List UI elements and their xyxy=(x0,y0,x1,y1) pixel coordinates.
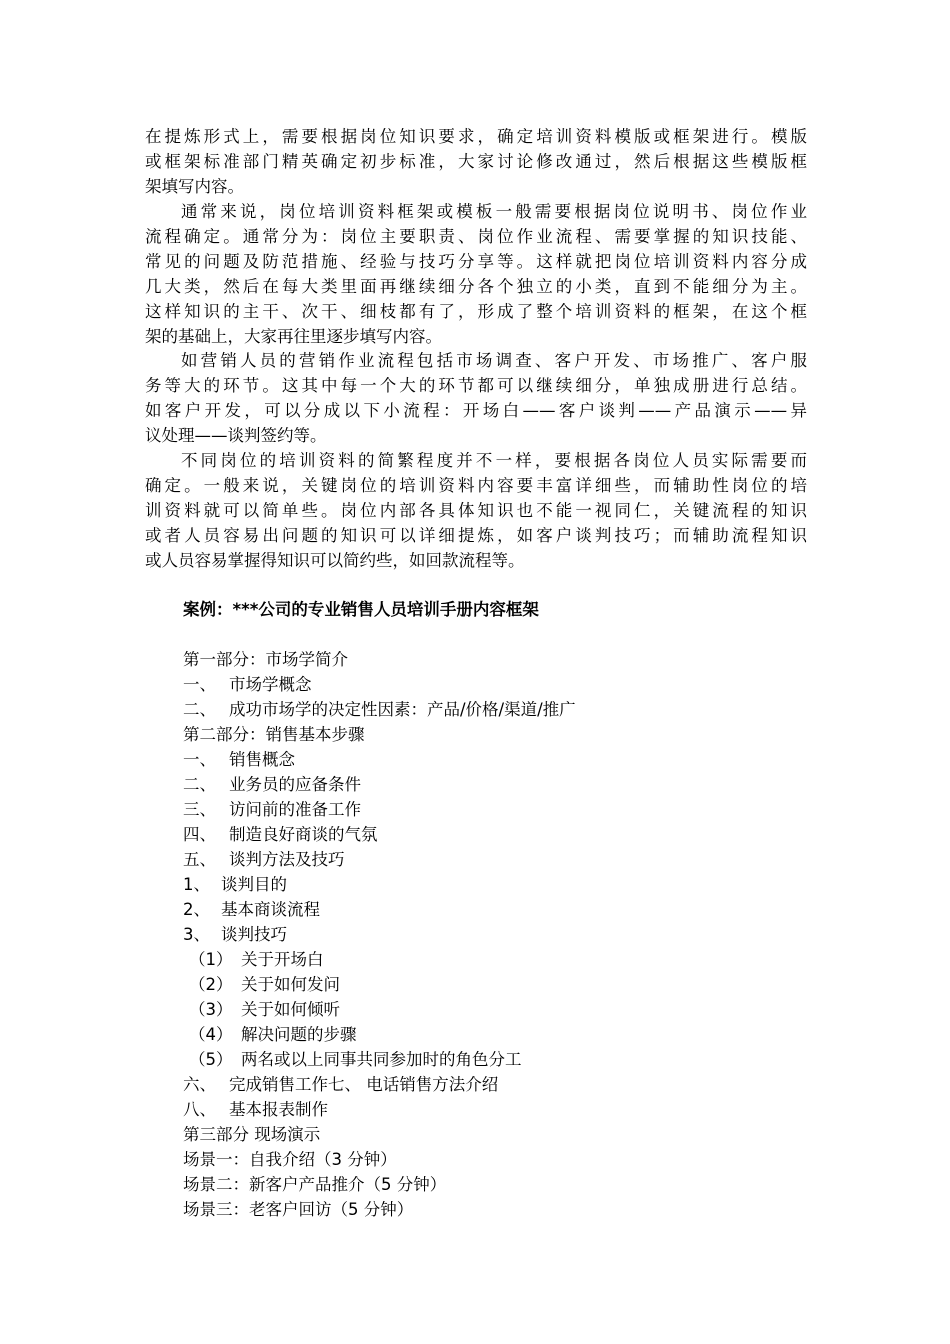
outline-marker: 二、 xyxy=(183,700,216,719)
paragraph-line: 务等大的环节。这其中每一个大的环节都可以继续细分，单独成册进行总结。 xyxy=(145,376,807,395)
outline-text: 场景三：老客户回访（5 分钟） xyxy=(183,1200,414,1219)
outline-marker: 五、 xyxy=(183,850,216,869)
outline-item xyxy=(183,922,576,947)
outline-item xyxy=(183,797,576,822)
paragraph-line: 如营销人员的营销作业流程包括市场调查、客户开发、市场推广、客户服 xyxy=(181,351,807,370)
outline-item xyxy=(183,947,576,972)
outline-text: 销售概念 xyxy=(229,750,295,769)
outline-marker: 2、 xyxy=(183,900,210,919)
outline-item xyxy=(183,847,576,872)
outline-marker: （1） xyxy=(189,950,233,969)
outline-text: 基本商谈流程 xyxy=(221,900,320,919)
outline-item xyxy=(183,1097,576,1122)
paragraph-line: 或者人员容易出问题的知识可以详细提炼，如客户谈判技巧；而辅助流程知识 xyxy=(145,526,807,545)
paragraph-line: 常见的问题及防范措施、经验与技巧分享等。这样就把岗位培训资料内容分成 xyxy=(145,252,807,271)
outline-text: 解决问题的步骤 xyxy=(241,1025,357,1044)
outline-item xyxy=(183,1022,576,1047)
outline-item xyxy=(183,1072,576,1097)
outline-text: 关于如何倾听 xyxy=(241,1000,340,1019)
outline-marker: 三、 xyxy=(183,800,216,819)
paragraph-line: 如客户开发，可以分成以下小流程：开场白——客户谈判——产品演示——异 xyxy=(145,401,807,420)
paragraph-line: 几大类，然后在每大类里面再继续细分各个独立的小类，直到不能细分为主。 xyxy=(145,277,807,296)
outline-item xyxy=(183,1197,576,1222)
outline-marker: 八、 xyxy=(183,1100,216,1119)
paragraph-line: 流程确定。通常分为：岗位主要职责、岗位作业流程、需要掌握的知识技能、 xyxy=(145,227,807,246)
paragraph-3 xyxy=(145,348,807,448)
outline-text: 谈判方法及技巧 xyxy=(229,850,345,869)
outline-item xyxy=(183,972,576,997)
outline-text: 关于如何发问 xyxy=(241,975,340,994)
outline-marker: 六、 xyxy=(183,1075,216,1094)
outline-item xyxy=(183,1122,576,1147)
outline-text: 关于开场白 xyxy=(241,950,324,969)
outline-text: 访问前的准备工作 xyxy=(229,800,361,819)
outline-text: 市场学概念 xyxy=(229,675,312,694)
outline-marker: （3） xyxy=(189,1000,233,1019)
outline-item xyxy=(183,872,576,897)
outline-marker: 1、 xyxy=(183,875,210,894)
paragraph-line: 议处理——谈判签约等。 xyxy=(145,426,327,445)
outline-item xyxy=(183,772,576,797)
outline-item xyxy=(183,1172,576,1197)
outline-marker: 3、 xyxy=(183,925,210,944)
outline-text: 第一部分：市场学简介 xyxy=(183,650,348,669)
paragraph-line: 训资料就可以简单些。岗位内部各具体知识也不能一视同仁，关键流程的知识 xyxy=(145,501,807,520)
paragraph-line: 在提炼形式上，需要根据岗位知识要求，确定培训资料模版或框架进行。模版 xyxy=(145,127,807,146)
paragraph-line: 不同岗位的培训资料的简繁程度并不一样，要根据各岗位人员实际需要而 xyxy=(181,451,807,470)
outline-text: 制造良好商谈的气氛 xyxy=(229,825,378,844)
outline-marker: （5） xyxy=(189,1050,233,1069)
outline-text: 第三部分 现场演示 xyxy=(183,1125,321,1144)
outline-item xyxy=(183,647,576,672)
outline-item xyxy=(183,672,576,697)
paragraph-1 xyxy=(145,124,807,199)
outline-text: 谈判目的 xyxy=(221,875,287,894)
outline-marker: 二、 xyxy=(183,775,216,794)
case-title: 案例：***公司的专业销售人员培训手册内容框架 xyxy=(183,600,539,619)
outline-item xyxy=(183,697,576,722)
outline-list xyxy=(183,647,576,1222)
paragraph-line: 通常来说，岗位培训资料框架或模板一般需要根据岗位说明书、岗位作业 xyxy=(181,202,807,221)
paragraph-line: 或人员容易掌握得知识可以简约些，如回款流程等。 xyxy=(145,551,525,570)
outline-text: 业务员的应备条件 xyxy=(229,775,361,794)
outline-item xyxy=(183,1047,576,1072)
outline-marker: 一、 xyxy=(183,750,216,769)
outline-item xyxy=(183,1147,576,1172)
outline-text: 两名或以上同事共同参加时的角色分工 xyxy=(241,1050,522,1069)
outline-item xyxy=(183,897,576,922)
paragraph-2 xyxy=(145,199,807,349)
outline-text: 谈判技巧 xyxy=(221,925,287,944)
outline-item xyxy=(183,997,576,1022)
outline-marker: 一、 xyxy=(183,675,216,694)
outline-text: 基本报表制作 xyxy=(229,1100,328,1119)
outline-marker: （2） xyxy=(189,975,233,994)
outline-marker: 四、 xyxy=(183,825,216,844)
paragraph-line: 架的基础上，大家再往里逐步填写内容。 xyxy=(145,327,442,346)
paragraph-line: 架填写内容。 xyxy=(145,177,244,196)
outline-marker: （4） xyxy=(189,1025,233,1044)
paragraph-4 xyxy=(145,448,807,573)
outline-text: 场景一：自我介绍（3 分钟） xyxy=(183,1150,397,1169)
outline-text: 完成销售工作七、 电话销售方法介绍 xyxy=(229,1075,499,1094)
outline-text: 成功市场学的决定性因素：产品/价格/渠道/推广 xyxy=(229,700,576,719)
outline-text: 场景二：新客户产品推介（5 分钟） xyxy=(183,1175,447,1194)
outline-item xyxy=(183,722,576,747)
outline-item xyxy=(183,822,576,847)
paragraph-line: 确定。一般来说，关键岗位的培训资料内容要丰富详细些，而辅助性岗位的培 xyxy=(145,476,807,495)
outline-item xyxy=(183,747,576,772)
paragraph-line: 或框架标准部门精英确定初步标准，大家讨论修改通过，然后根据这些模版框 xyxy=(145,152,807,171)
paragraph-line: 这样知识的主干、次干、细枝都有了，形成了整个培训资料的框架，在这个框 xyxy=(145,302,807,321)
outline-text: 第二部分：销售基本步骤 xyxy=(183,725,365,744)
